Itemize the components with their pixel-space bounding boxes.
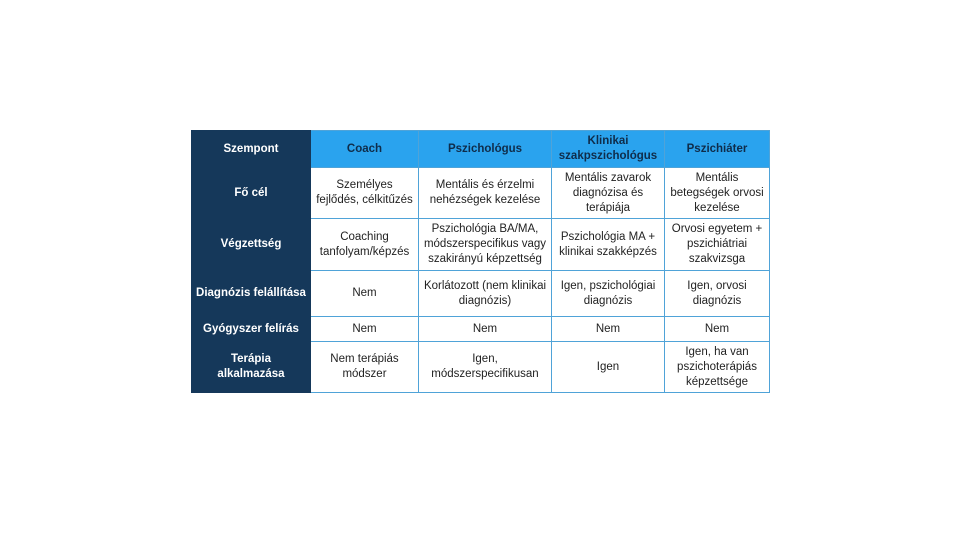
table-cell: Korlátozott (nem klinikai diagnózis) [419,271,552,317]
table-row [192,317,770,342]
header-cell-pszichiater: Pszichiáter [665,131,770,168]
table-cell: Igen [552,342,665,393]
row-label: Fő cél [192,168,311,219]
header-cell-coach: Coach [311,131,419,168]
table-cell: Mentális és érzelmi nehézségek kezelése [419,168,552,219]
row-label: Végzettség [192,219,311,271]
table-cell: Orvosi egyetem + pszichiátriai szakvizsga [665,219,770,271]
table-cell: Nem [419,317,552,342]
table-cell: Igen, orvosi diagnózis [665,271,770,317]
table-row [192,342,770,393]
table-row [192,168,770,219]
table-cell: Nem [311,271,419,317]
row-label: Diagnózis felállítása [192,271,311,317]
table-cell: Pszichológia BA/MA, módszerspecifikus vagy szakirányú képzettség [419,219,552,271]
table-cell: Személyes fejlődés, célkitűzés [311,168,419,219]
table-cell: Nem [665,317,770,342]
table-row [192,271,770,317]
table-cell: Igen, módszerspecifikusan [419,342,552,393]
row-label: Terápia alkalmazása [192,342,311,393]
table-cell: Coaching tanfolyam/képzés [311,219,419,271]
table-cell: Nem terápiás módszer [311,342,419,393]
table-cell: Igen, pszichológiai diagnózis [552,271,665,317]
table-cell: Nem [552,317,665,342]
header-cell-pszichologus: Pszichológus [419,131,552,168]
table-row [192,219,770,271]
row-label: Gyógyszer felírás [192,317,311,342]
table-cell: Nem [311,317,419,342]
table-cell: Igen, ha van pszichoterápiás képzettsége [665,342,770,393]
table-cell: Pszichológia MA + klinikai szakképzés [552,219,665,271]
table-cell: Mentális zavarok diagnózisa és terápiája [552,168,665,219]
header-cell-szempont: Szempont [192,131,311,168]
header-cell-klinikai: Klinikai szakpszichológus [552,131,665,168]
table-cell: Mentális betegségek orvosi kezelése [665,168,770,219]
header-row [192,131,770,168]
comparison-table [191,130,770,393]
